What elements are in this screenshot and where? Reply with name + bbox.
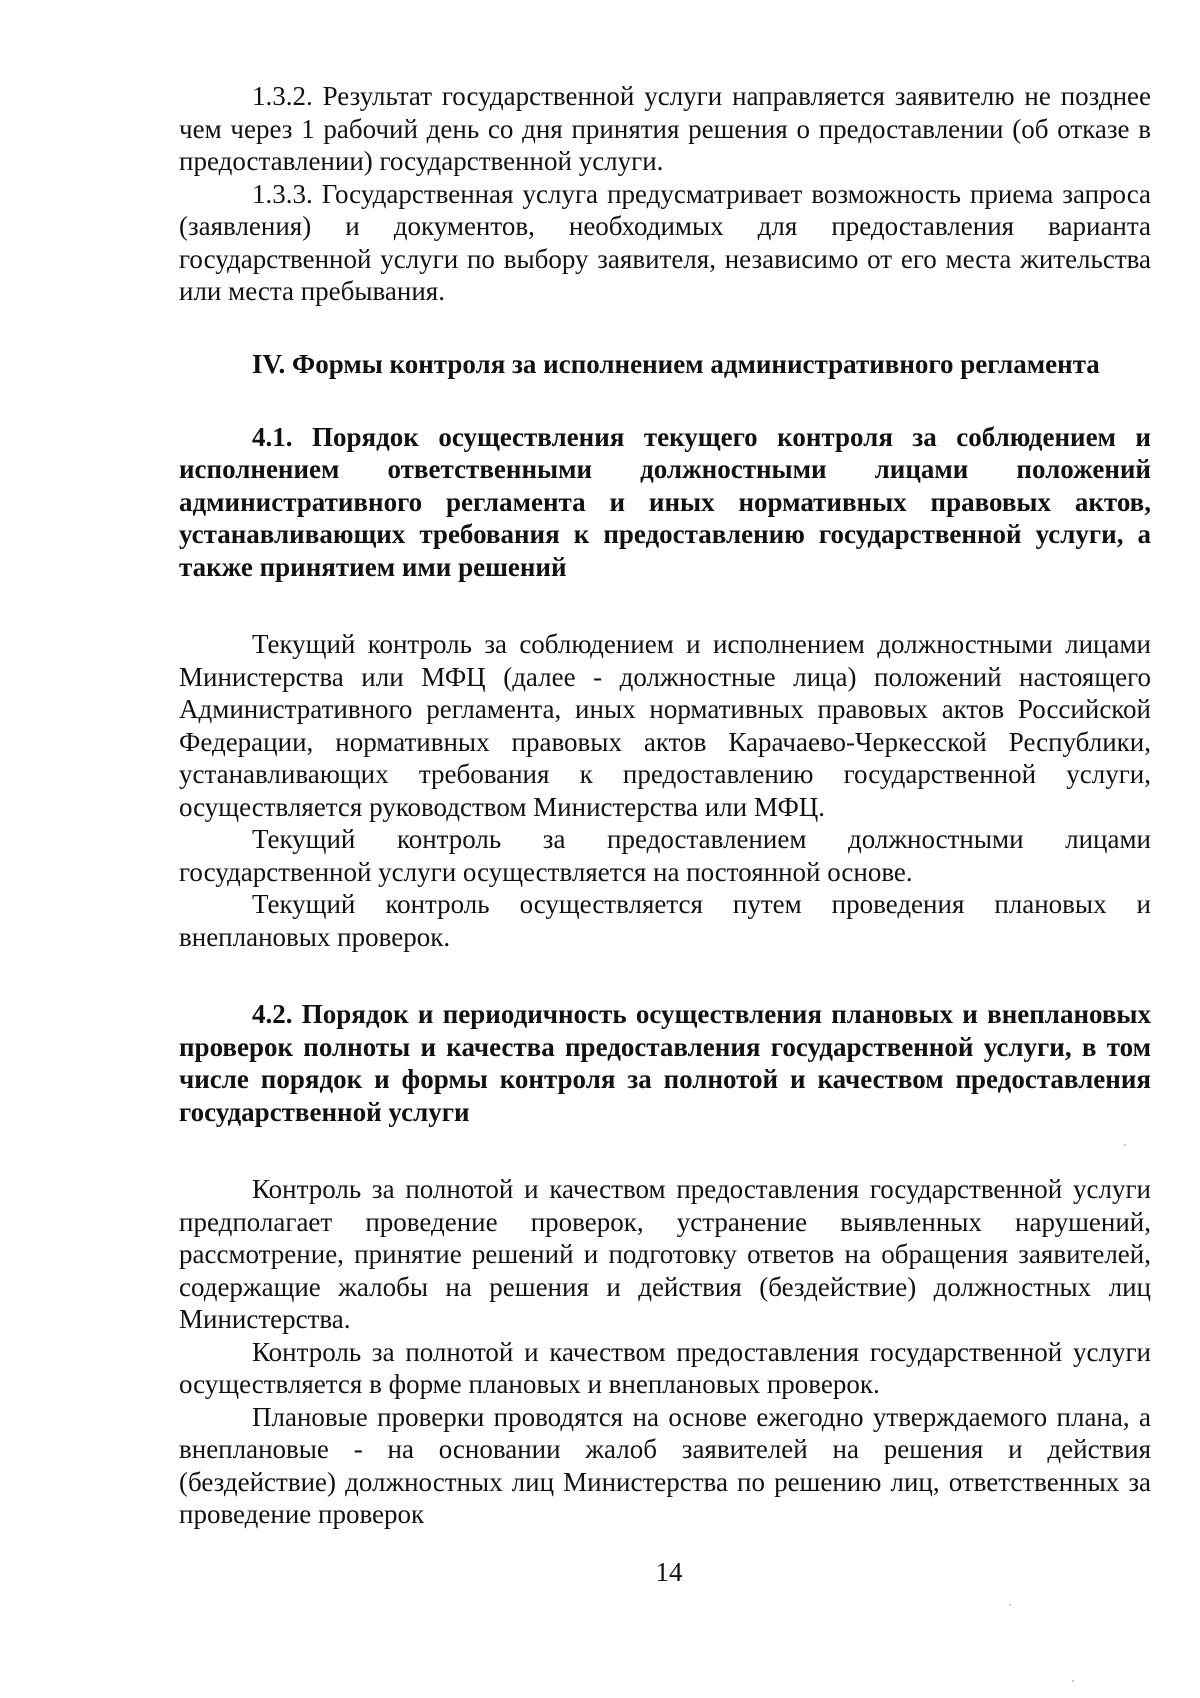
spacer bbox=[179, 583, 1151, 628]
paragraph-1-3-3: 1.3.3. Государственная услуга предусматривает возможность приема запроса (заявления) и документов, необходимых для предоставления варианта государственной услуги по выбору заявителя, независимо от его места жительства или места пребывания. bbox=[179, 178, 1151, 306]
scan-speck bbox=[1124, 1144, 1126, 1146]
section-heading-iv: IV. Формы контроля за исполнением административного регламента bbox=[252, 348, 1100, 379]
paragraph-4-1-inspections: Текущий контроль осуществляется путем проведения плановых и внеплановых проверок. bbox=[179, 889, 1151, 952]
paragraph-4-1-permanent-basis: Текущий контроль за предоставлением должностными лицами государственной услуги осуществляется на постоянной основе. bbox=[179, 824, 1151, 887]
paragraph-4-2-planned-inspections: Плановые проверки проводятся на основе ежегодно утверждаемого плана, а внеплановые - на основании жалоб заявителей на решения и действия (бездействие) должностных лиц Министерства по решению лиц, ответственных за проведение проверок bbox=[179, 1401, 1151, 1529]
spacer bbox=[179, 953, 1151, 998]
spacer bbox=[179, 1128, 1151, 1173]
page-content bbox=[179, 80, 1151, 1531]
subsection-heading-4-1: 4.1. Порядок осуществления текущего контроля за соблюдением и исполнением ответственными должностными лицами положений административного регламента и иных нормативных правовых актов, устанавливающих требования к предоставлению государственной услуги, а также принятием ими решений bbox=[179, 421, 1151, 582]
paragraph-1-3-2: 1.3.2. Результат государственной услуги направляется заявителю не позднее чем через 1 рабочий день со дня принятия решения о предоставлении (об отказе в предоставлении) государственной услуги. bbox=[179, 81, 1151, 176]
page-number: 14 bbox=[655, 1557, 683, 1587]
scan-speck bbox=[1009, 1604, 1011, 1606]
subsection-heading-4-2: 4.2. Порядок и периодичность осуществления плановых и внеплановых проверок полноты и качества предоставления государственной услуги, в том числе порядок и формы контроля за полнотой и качеством предоставления государственной услуги bbox=[179, 999, 1151, 1127]
paragraph-4-2-control-scope: Контроль за полнотой и качеством предоставления государственной услуги предполагает проведение проверок, устранение выявленных нарушений, рассмотрение, принятие решений и подготовку ответов на обращения заявителей, содержащие жалобы на решения и действия (бездействие) должностных лиц Министерства. bbox=[179, 1174, 1151, 1334]
paragraph-4-1-current-control: Текущий контроль за соблюдением и исполнением должностными лицами Министерства или МФЦ (далее - должностные лица) положений настоящего Административного регламента, иных нормативных правовых актов Российской Федерации, нормативных правовых актов Карачаево-Черкесской Республики, устанавливающих требования к предоставлению государственной услуги, осуществляется руководством Министерства или МФЦ. bbox=[179, 629, 1151, 822]
paragraph-4-2-control-form: Контроль за полнотой и качеством предоставления государственной услуги осуществляется в форме плановых и внеплановых проверок. bbox=[179, 1336, 1151, 1399]
scan-speck bbox=[1072, 1680, 1074, 1682]
